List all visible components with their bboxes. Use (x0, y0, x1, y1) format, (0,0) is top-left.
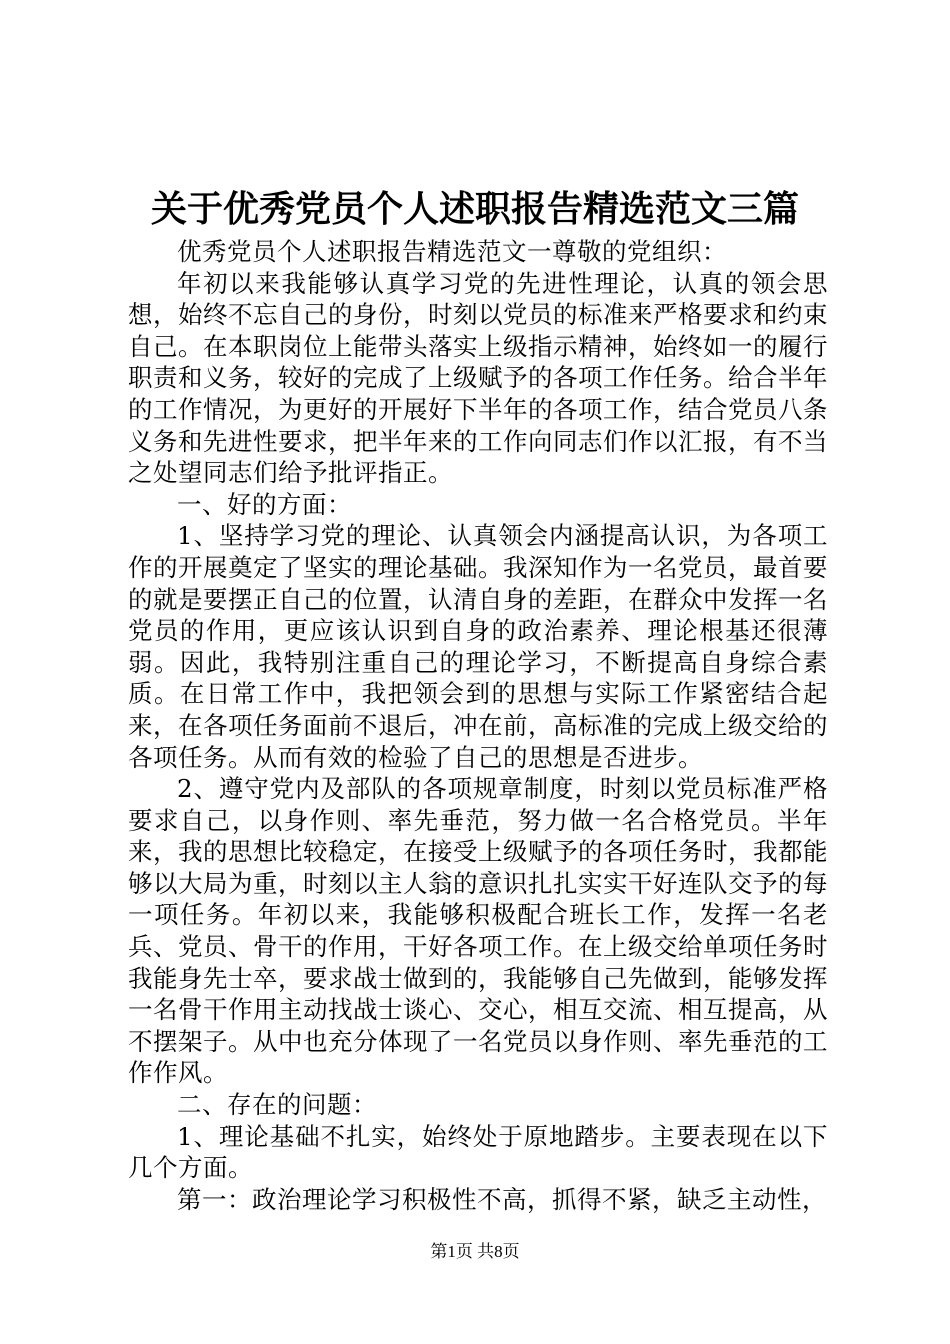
paragraph-intro: 年初以来我能够认真学习党的先进性理论，认真的领会思想，始终不忘自己的身份，时刻以党员的标准来严格要求和约束自己。在本职岗位上能带头落实上级指示精神，始终如一的履行职责和义务，较好的完成了上级赋予的各项工作任务。给合半年的工作情况，为更好的开展好下半年的各项工作，结合党员八条义务和先进性要求，把半年来的工作向同志们作以汇报，有不当之处望同志们给予批评指正。 (128, 268, 828, 488)
document-title: 关于优秀党员个人述职报告精选范文三篇 (150, 188, 799, 230)
page-footer: 第1页 共8页 (430, 1242, 520, 1261)
paragraph-problem-1-first: 第一：政治理论学习积极性不高，抓得不紧，缺乏主动性， (177, 1184, 827, 1214)
section-heading-problems: 二、存在的问题： (177, 1090, 377, 1120)
paragraph-strength-1: 1、坚持学习党的理论、认真领会内涵提高认识，为各项工作的开展奠定了坚实的理论基础。我深知作为一名党员，最首要的就是要摆正自己的位置，认清自身的差距，在群众中发挥一名党员的作用，更应该认识到自身的政治素养、理论根基还很薄弱。因此，我特别注重自己的理论学习，不断提高自身综合素质。在日常工作中，我把领会到的思想与实际工作紧密结合起来，在各项任务面前不退后，冲在前，高标准的完成上级交给的各项任务。从而有效的检验了自己的思想是否进步。 (128, 521, 828, 772)
paragraph-strength-2: 2、遵守党内及部队的各项规章制度，时刻以党员标准严格要求自己，以身作则、率先垂范，努力做一名合格党员。半年来，我的思想比较稳定，在接受上级赋予的各项任务时，我都能够以大局为重，时刻以主人翁的意识扎扎实实干好连队交予的每一项任务。年初以来，我能够积极配合班长工作，发挥一名老兵、党员、骨干的作用，干好各项工作。在上级交给单项任务时我能身先士卒，要求战士做到的，我能够自己先做到，能够发挥一名骨干作用主动找战士谈心、交心，相互交流、相互提高，从不摆架子。从中也充分体现了一名党员以身作则、率先垂范的工作作风。 (128, 774, 828, 1088)
paragraph-problem-1: 1、理论基础不扎实，始终处于原地踏步。主要表现在以下几个方面。 (128, 1121, 828, 1183)
document-body (128, 236, 828, 1215)
paragraph-greeting: 优秀党员个人述职报告精选范文一尊敬的党组织： (177, 237, 727, 266)
section-heading-strengths: 一、好的方面： (177, 489, 352, 519)
